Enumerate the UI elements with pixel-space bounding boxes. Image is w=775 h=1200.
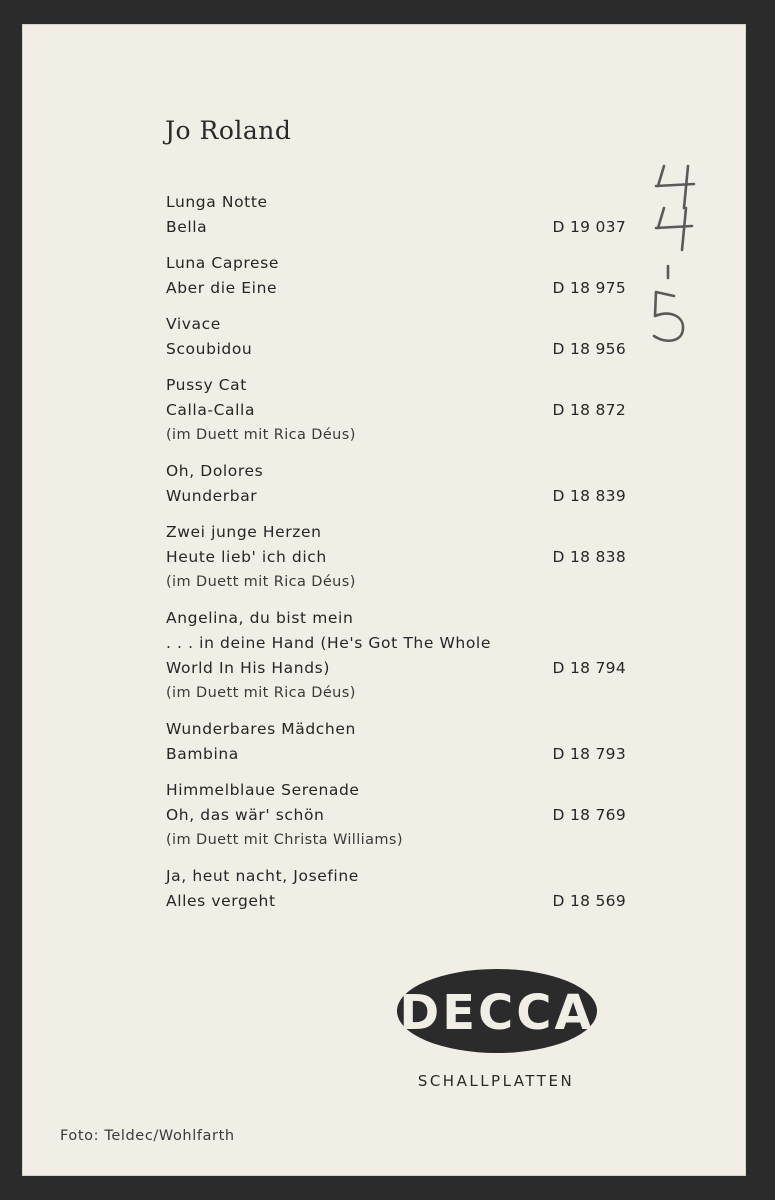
record-list — [166, 190, 626, 925]
photo-credit: Foto: Teldec/Wohlfarth — [60, 1128, 235, 1144]
catalog-number: D 18 794 — [552, 659, 626, 677]
record-entry — [166, 459, 626, 509]
decca-logo — [396, 968, 598, 1054]
song-title-b: Calla-Calla — [166, 401, 256, 419]
catalog-number: D 18 793 — [552, 745, 626, 763]
catalog-number: D 18 839 — [552, 487, 626, 505]
song-title-b: Bambina — [166, 745, 239, 763]
catalog-number: D 18 838 — [552, 548, 626, 566]
record-entry — [166, 190, 626, 240]
duet-note: (im Duett mit Christa Williams) — [166, 832, 403, 848]
record-entry — [166, 373, 626, 448]
record-entry — [166, 864, 626, 914]
record-entry — [166, 717, 626, 767]
catalog-number: D 18 569 — [552, 892, 626, 910]
song-title-a: Zwei junge Herzen — [166, 523, 322, 541]
song-title-b: Aber die Eine — [166, 279, 278, 297]
song-title-b: Alles vergeht — [166, 892, 276, 910]
song-title-a: Lunga Notte — [166, 193, 268, 211]
song-title-b: World In His Hands) — [166, 659, 330, 677]
song-title-b: Oh, das wär' schön — [166, 806, 325, 824]
record-entry — [166, 520, 626, 595]
song-title-a: Ja, heut nacht, Josefine — [166, 867, 359, 885]
record-entry — [166, 778, 626, 853]
record-entry — [166, 312, 626, 362]
duet-note: (im Duett mit Rica Déus) — [166, 685, 356, 701]
catalog-number: D 18 769 — [552, 806, 626, 824]
record-entry — [166, 251, 626, 301]
song-title-a: Angelina, du bist mein — [166, 609, 354, 627]
song-title-a: Luna Caprese — [166, 254, 279, 272]
artist-title: Jo Roland — [165, 116, 292, 145]
catalog-number: D 18 872 — [552, 401, 626, 419]
logo-subtitle: SCHALLPLATTEN — [417, 1072, 575, 1090]
song-title-b: Wunderbar — [166, 487, 258, 505]
handwritten-note — [634, 164, 714, 364]
record-card — [22, 24, 746, 1176]
song-title-b: . . . in deine Hand (He's Got The Whole — [166, 634, 491, 652]
song-title-a: Vivace — [166, 315, 221, 333]
song-title-a: Oh, Dolores — [166, 462, 264, 480]
record-entry — [166, 606, 626, 706]
catalog-number: D 18 975 — [552, 279, 626, 297]
song-title-a: Himmelblaue Serenade — [166, 781, 360, 799]
song-title-b: Heute lieb' ich dich — [166, 548, 327, 566]
duet-note: (im Duett mit Rica Déus) — [166, 427, 356, 443]
duet-note: (im Duett mit Rica Déus) — [166, 574, 356, 590]
catalog-number: D 18 956 — [552, 340, 626, 358]
song-title-b: Bella — [166, 218, 208, 236]
catalog-number: D 19 037 — [552, 218, 626, 236]
song-title-a: Pussy Cat — [166, 376, 247, 394]
song-title-b: Scoubidou — [166, 340, 253, 358]
song-title-a: Wunderbares Mädchen — [166, 720, 356, 738]
logo-brand: DECCA — [399, 985, 595, 1041]
